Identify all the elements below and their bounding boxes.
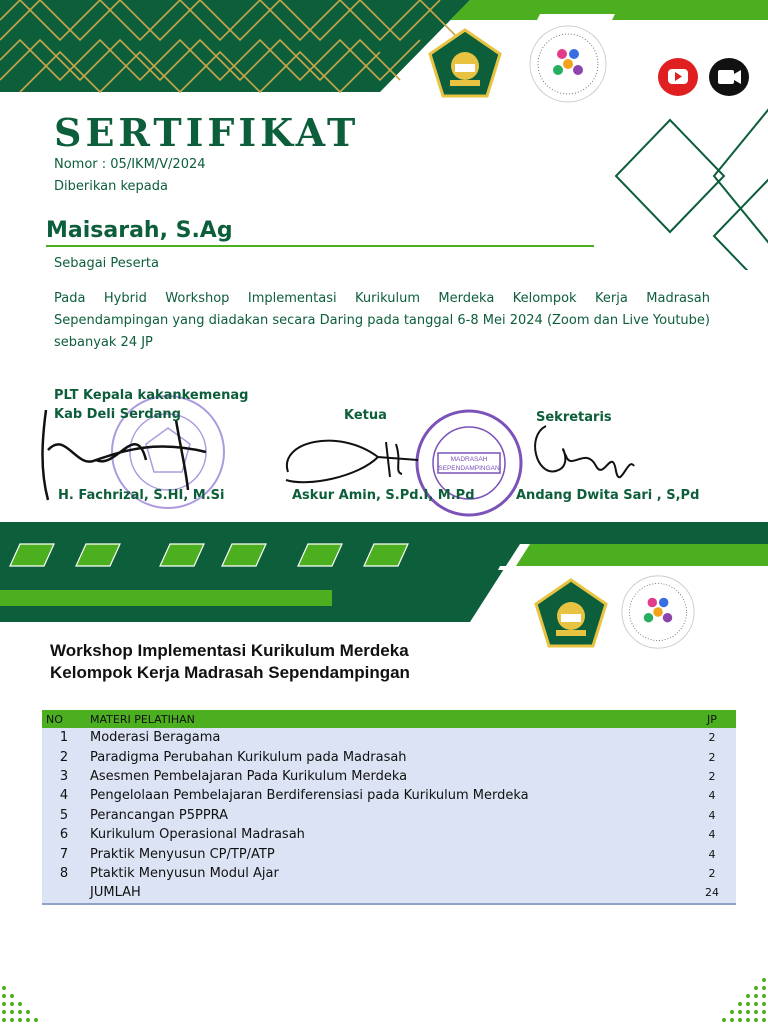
svg-text:MADRASAH: MADRASAH bbox=[450, 456, 488, 463]
signatory-2-role: Ketua bbox=[344, 408, 387, 423]
name-underline bbox=[46, 245, 594, 247]
workshop-title bbox=[50, 640, 410, 684]
signatory-2-name: Askur Amin, S.Pd.I, M.Pd bbox=[292, 488, 475, 503]
row-number: 6 bbox=[42, 825, 86, 844]
row-jp: 4 bbox=[688, 786, 736, 805]
certificate-number: Nomor : 05/IKM/V/2024 bbox=[54, 157, 206, 172]
header-materi: MATERI PELATIHAN bbox=[86, 710, 688, 728]
row-number: 8 bbox=[42, 864, 86, 883]
workshop-title-line2: Kelompok Kerja Madrasah Sependampingan bbox=[50, 663, 410, 682]
table-total-row bbox=[42, 883, 736, 903]
table-row bbox=[42, 864, 736, 883]
header-no: NO bbox=[42, 710, 86, 728]
dots-decoration-right bbox=[680, 970, 768, 1024]
signatory-3-name: Andang Dwita Sari , S,Pd bbox=[516, 488, 700, 503]
dots-decoration-left bbox=[0, 970, 60, 1024]
row-jp: 4 bbox=[688, 844, 736, 863]
materials-table bbox=[42, 710, 736, 905]
row-jp: 2 bbox=[688, 747, 736, 766]
total-label: JUMLAH bbox=[86, 883, 688, 903]
given-to-label: Diberikan kepada bbox=[54, 179, 168, 194]
kemenag-logo-bottom bbox=[534, 578, 608, 648]
row-number: 7 bbox=[42, 844, 86, 863]
header-jp: JP bbox=[688, 710, 736, 728]
row-number: 4 bbox=[42, 786, 86, 805]
row-jp: 2 bbox=[688, 728, 736, 747]
row-jp: 4 bbox=[688, 825, 736, 844]
table-row bbox=[42, 767, 736, 786]
row-number: 5 bbox=[42, 806, 86, 825]
row-materi: Moderasi Beragama bbox=[86, 728, 688, 747]
row-jp: 2 bbox=[688, 864, 736, 883]
row-number: 3 bbox=[42, 767, 86, 786]
top-banner bbox=[0, 0, 768, 100]
table-row bbox=[42, 728, 736, 747]
row-jp: 2 bbox=[688, 767, 736, 786]
svg-text:SEPENDAMPINGAN: SEPENDAMPINGAN bbox=[438, 465, 500, 472]
row-number: 1 bbox=[42, 728, 86, 747]
certificate-title: SERTIFIKAT bbox=[54, 110, 360, 155]
certificate-body: Pada Hybrid Workshop Implementasi Kurikulum Merdeka Kelompok Kerja Madrasah Sependampingan yang diadakan secara Daring pada tanggal 6-8 Mei 2024 (Zoom dan Live Youtube) sebanyak 24 JP bbox=[54, 291, 710, 350]
row-materi: Ptaktik Menyusun Modul Ajar bbox=[86, 864, 688, 883]
table-row bbox=[42, 806, 736, 825]
total-spacer bbox=[42, 883, 86, 903]
row-materi: Pengelolaan Pembelajaran Berdiferensiasi pada Kurikulum Merdeka bbox=[86, 786, 688, 805]
signatory-1-role-line2: Kab Deli Serdang bbox=[54, 407, 181, 422]
row-jp: 4 bbox=[688, 806, 736, 825]
participant-role: Sebagai Peserta bbox=[54, 256, 159, 271]
signatory-1-name: H. Fachrizal, S.HI, M.Si bbox=[58, 488, 225, 503]
kkm-logo-bottom bbox=[620, 574, 696, 650]
table-row bbox=[42, 825, 736, 844]
table-header-row bbox=[42, 710, 736, 728]
diamond-decoration bbox=[600, 90, 768, 270]
signature-2 bbox=[278, 422, 428, 492]
workshop-title-line1: Workshop Implementasi Kurikulum Merdeka bbox=[50, 641, 409, 660]
kemenag-logo bbox=[428, 28, 502, 98]
signatory-3-role: Sekretaris bbox=[536, 410, 612, 425]
row-materi: Kurikulum Operasional Madrasah bbox=[86, 825, 688, 844]
row-materi: Paradigma Perubahan Kurikulum pada Madrasah bbox=[86, 747, 688, 766]
table-row bbox=[42, 786, 736, 805]
signatory-1-role-line1: PLT Kepala kakankemenag bbox=[54, 388, 249, 403]
row-materi: Perancangan P5PPRA bbox=[86, 806, 688, 825]
row-number: 2 bbox=[42, 747, 86, 766]
recipient-name: Maisarah, S.Ag bbox=[46, 218, 233, 243]
total-value: 24 bbox=[688, 883, 736, 903]
table-row bbox=[42, 844, 736, 863]
table-row bbox=[42, 747, 736, 766]
row-materi: Praktik Menyusun CP/TP/ATP bbox=[86, 844, 688, 863]
row-materi: Asesmen Pembelajaran Pada Kurikulum Merdeka bbox=[86, 767, 688, 786]
kkm-logo bbox=[528, 24, 608, 104]
